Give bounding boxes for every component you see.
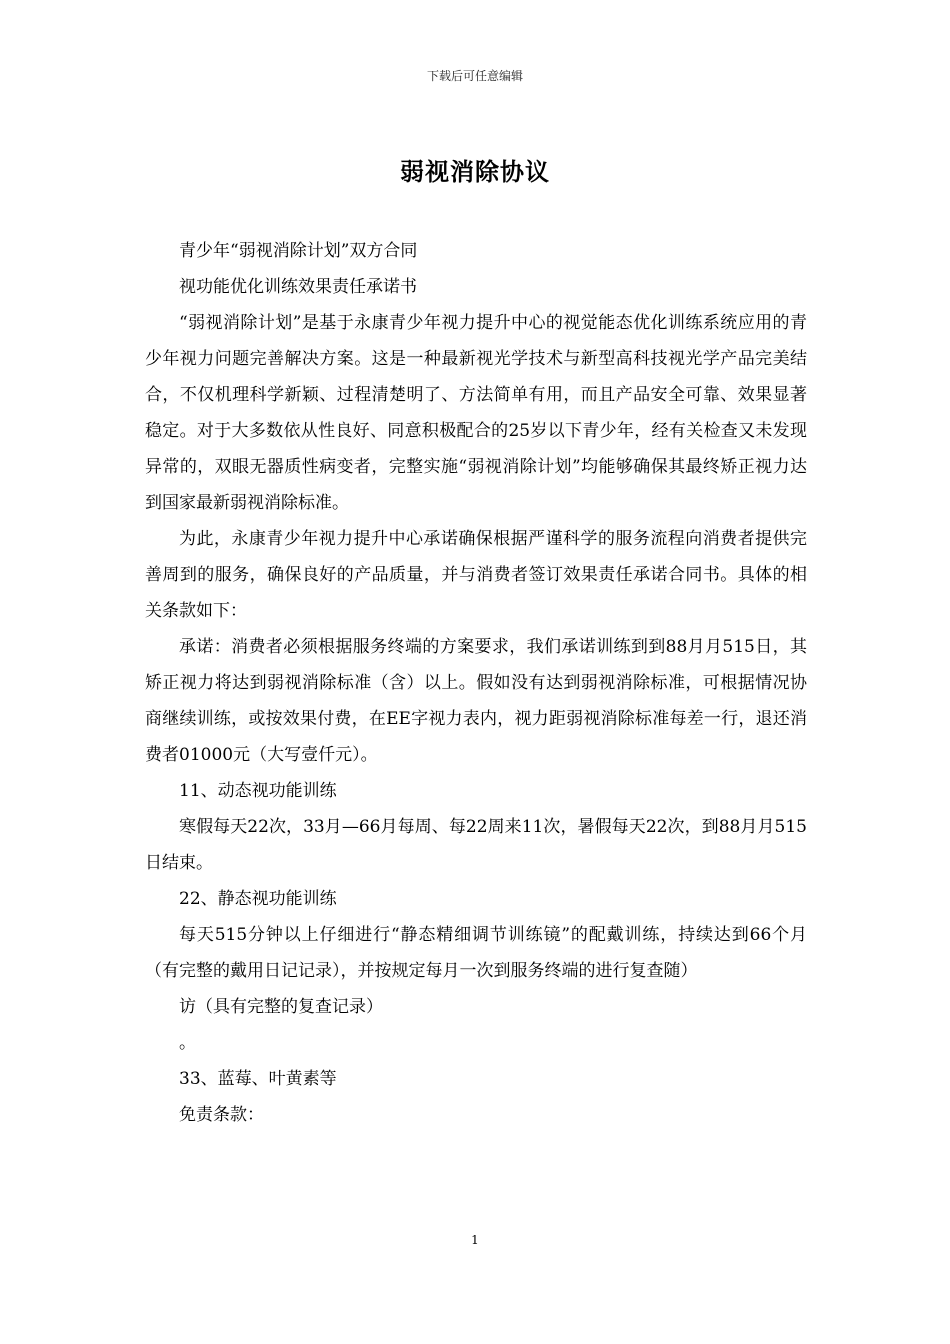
document-body [145,233,807,1133]
body-paragraph-static-training-heading: 22、静态视功能训练 [179,889,337,909]
body-paragraph-disclaimer-heading: 免责条款： [179,1105,264,1125]
body-paragraph-intro: “弱视消除计划”是基于永康青少年视力提升中心的视觉能态优化训练系统应用的青少年视力问题完善解决方案。这是一种最新视光学技术与新型高科技视光学产品完美结合，不仅机理科学新颖、过程清楚明了、方法简单有用，而且产品安全可靠、效果显著稳定。对于大多数依从性良好、同意积极配合的25岁以下青少年，经有关检查又未发现异常的，双眼无器质性病变者，完整实施“弱视消除计划”均能够确保其最终矫正视力达到国家最新弱视消除标准。 [145,313,807,513]
body-paragraph-period: 。 [179,1033,196,1053]
body-paragraph-supplements-heading: 33、蓝莓、叶黄素等 [179,1069,337,1089]
body-paragraph-follow-up: 访（具有完整的复查记录） [179,997,383,1017]
body-paragraph-contract-name: 青少年“弱视消除计划”双方合同 [179,241,418,261]
body-paragraph-dynamic-training-heading: 11、动态视功能训练 [179,781,337,801]
body-paragraph-service-promise: 为此，永康青少年视力提升中心承诺确保根据严谨科学的服务流程向消费者提供完善周到的服务，确保良好的产品质量，并与消费者签订效果责任承诺合同书。具体的相关条款如下： [145,529,807,621]
body-paragraph-commitment-title: 视功能优化训练效果责任承诺书 [179,277,417,297]
body-paragraph-static-training-detail: 每天515分钟以上仔细进行“静态精细调节训练镜”的配戴训练，持续达到66个月（有完整的戴用日记记录），并按规定每月一次到服务终端的进行复查随） [145,925,807,981]
document-title: 弱视消除协议 [400,157,550,186]
page-number: 1 [471,1233,479,1247]
body-paragraph-dynamic-training-schedule: 寒假每天22次，33月—66月每周、每22周来11次，暑假每天22次，到88月月515日结束。 [145,817,807,873]
body-paragraph-commitment: 承诺：消费者必须根据服务终端的方案要求，我们承诺训练到到88月月515日，其矫正视力将达到弱视消除标准（含）以上。假如没有达到弱视消除标准，可根据情况协商继续训练，或按效果付费，在EE字视力表内，视力距弱视消除标准每差一行，退还消费者01000元（大写壹仟元）。 [145,637,807,765]
page-header-note: 下载后可任意编辑 [426,69,523,83]
